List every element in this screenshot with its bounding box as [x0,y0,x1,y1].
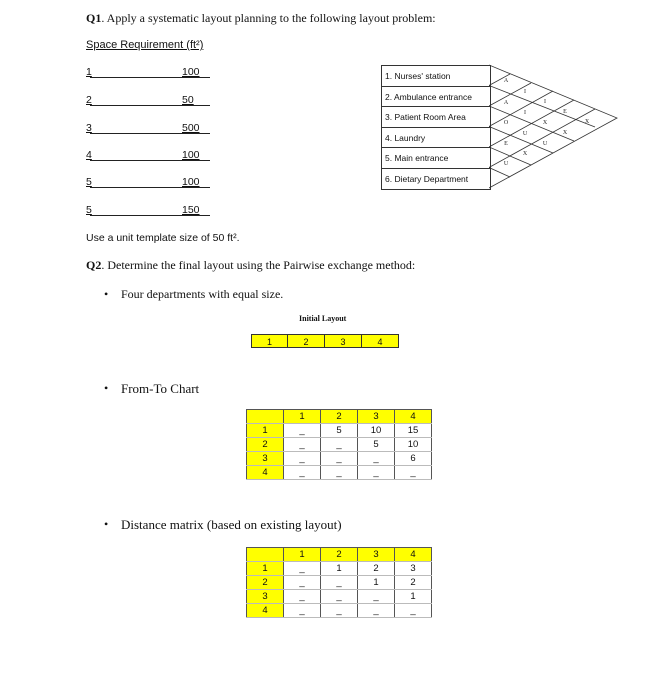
requirement-row [86,122,216,136]
requirement-value: 100 [182,149,200,161]
table-cell: _ [321,576,358,590]
from-to-chart [246,409,432,480]
bullet-dot: • [104,287,109,301]
distance-matrix [246,547,432,618]
q1-title [86,11,436,26]
initial-layout-title: Initial Layout [299,314,347,323]
layout-cell: 4 [362,334,399,348]
department-item: 1. Nurses' station [382,66,490,87]
requirement-row [86,149,216,163]
relationship-code: E [504,141,508,147]
table-cell: 1 [321,562,358,576]
table-cell: _ [284,452,321,466]
requirement-id: 5 [86,176,92,188]
row-header: 4 [247,466,284,480]
bullet-dot: • [104,517,109,531]
table-row [247,438,432,452]
column-header: 4 [395,410,432,424]
table-row [247,452,432,466]
table-cell: 5 [321,424,358,438]
table-cell: _ [284,604,321,618]
relationship-code: X [542,120,548,126]
row-header: 2 [247,438,284,452]
table-cell: _ [284,562,321,576]
bullet-dot: • [104,381,109,395]
table-cell: _ [358,466,395,480]
requirement-id: 1 [86,66,92,78]
column-header: 4 [395,548,432,562]
relationship-chart [489,64,624,190]
row-header: 3 [247,452,284,466]
table-cell: _ [284,590,321,604]
department-item: 4. Laundry [382,128,490,149]
table-cell: _ [321,590,358,604]
initial-layout [251,334,399,348]
table-row [247,576,432,590]
q2-text: . Determine the final layout using the Pairwise exchange method: [101,258,416,272]
table-cell: _ [284,576,321,590]
table-cell: _ [321,466,358,480]
relationship-code: A [503,78,509,84]
relationship-code: U [503,161,509,167]
table-header-row [247,548,432,562]
table-row [247,562,432,576]
table-cell: _ [395,466,432,480]
relationship-code: X [562,130,568,136]
table-corner [247,548,284,562]
table-cell: 10 [395,438,432,452]
relationship-code: O [503,120,509,126]
requirement-id: 2 [86,94,92,106]
requirement-row [86,94,216,108]
department-item: 6. Dietary Department [385,173,469,184]
table-row [247,590,432,604]
department-list [381,65,491,190]
relationship-code: E [563,109,567,115]
table-cell: _ [284,424,321,438]
table-cell: _ [321,438,358,452]
column-header: 3 [358,410,395,424]
requirement-value: 50 [182,94,194,106]
requirement-id: 3 [86,122,92,134]
column-header: 1 [284,548,321,562]
row-header: 4 [247,604,284,618]
relationship-code: X [584,119,590,125]
requirement-id: 5 [86,204,92,216]
relationship-code: I [524,89,526,95]
table-row [247,604,432,618]
space-requirement-heading: Space Requirement (ft²) [86,39,204,51]
table-cell: _ [321,452,358,466]
table-corner [247,410,284,424]
column-header: 1 [284,410,321,424]
q1-text: . Apply a systematic layout planning to the following layout problem: [101,11,436,25]
row-header: 1 [247,424,284,438]
table-header-row [247,410,432,424]
requirement-row [86,176,216,190]
template-note: Use a unit template size of 50 ft². [86,232,240,244]
relationship-code: U [522,131,528,137]
row-header: 1 [247,562,284,576]
table-cell: _ [358,590,395,604]
q2-label: Q2 [86,258,102,272]
relationship-code: X [522,151,528,157]
column-header: 2 [321,548,358,562]
table-cell: 3 [395,562,432,576]
table-cell: _ [321,604,358,618]
table-row [247,424,432,438]
table-cell: 6 [395,452,432,466]
column-header: 3 [358,548,395,562]
q1-label: Q1 [86,11,102,25]
table-cell: 2 [395,576,432,590]
relationship-code: U [542,141,548,147]
requirement-value: 100 [182,176,200,188]
bullet-text: Distance matrix (based on existing layout) [121,517,342,532]
layout-cell: 1 [251,334,288,348]
table-cell: _ [284,438,321,452]
relationship-code: I [544,99,546,105]
row-header: 2 [247,576,284,590]
table-cell: 1 [358,576,395,590]
department-item: 3. Patient Room Area [382,107,490,128]
layout-cell: 3 [325,334,362,348]
row-header: 3 [247,590,284,604]
requirement-row [86,66,216,80]
column-header: 2 [321,410,358,424]
requirement-id: 4 [86,149,92,161]
relationship-code: A [503,100,509,106]
department-item: 2. Ambulance entrance [382,87,490,108]
bullet-text: From-To Chart [121,381,200,396]
bullet-text: Four departments with equal size. [121,287,284,301]
table-cell: 1 [395,590,432,604]
layout-cell: 2 [288,334,325,348]
department-item: 5. Main entrance [382,148,490,169]
table-cell: 5 [358,438,395,452]
table-cell: 2 [358,562,395,576]
requirement-value: 150 [182,204,200,216]
table-cell: 15 [395,424,432,438]
q2-title [86,258,415,273]
requirement-row [86,204,216,218]
table-cell: _ [284,466,321,480]
table-row [247,466,432,480]
relationship-code: I [524,110,526,116]
table-cell: _ [358,452,395,466]
table-cell: _ [395,604,432,618]
requirement-value: 500 [182,122,200,134]
table-cell: 10 [358,424,395,438]
table-cell: _ [358,604,395,618]
requirement-value: 100 [182,66,200,78]
